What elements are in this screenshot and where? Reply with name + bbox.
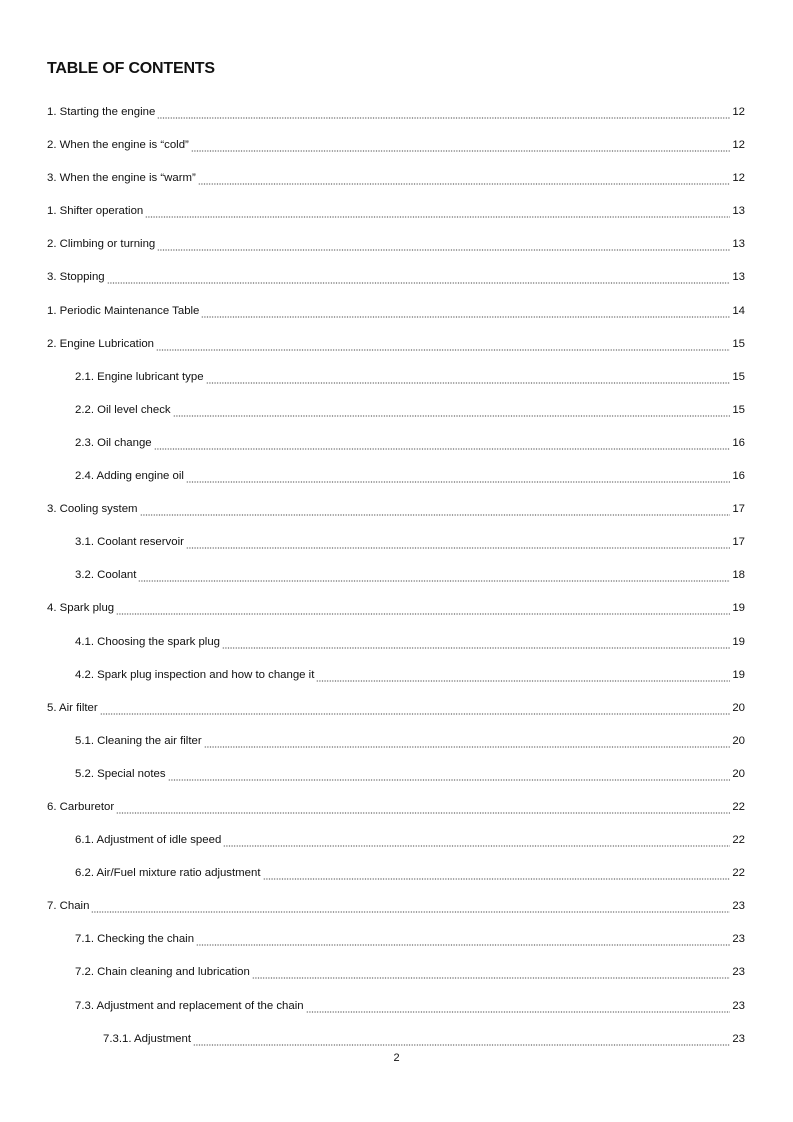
toc-entry-link[interactable] bbox=[47, 201, 745, 221]
toc-dot-leader bbox=[201, 301, 730, 321]
toc-entry bbox=[0, 830, 793, 863]
toc-dot-leader bbox=[198, 168, 731, 188]
toc-dot-leader bbox=[157, 234, 730, 254]
toc-entry-page: 23 bbox=[732, 1032, 745, 1045]
toc-entry-page: 20 bbox=[732, 734, 745, 747]
toc-entry bbox=[0, 334, 793, 367]
toc-entry-page: 23 bbox=[732, 900, 745, 913]
toc-dot-leader bbox=[306, 996, 731, 1016]
toc-entry-page: 14 bbox=[732, 304, 745, 317]
toc-entry-label: 1. Periodic Maintenance Table bbox=[47, 304, 200, 317]
toc-entry-link[interactable] bbox=[75, 731, 745, 751]
toc-entry-label: 7.3. Adjustment and replacement of the chain bbox=[75, 999, 304, 1012]
toc-entry-link[interactable] bbox=[47, 267, 745, 287]
toc-entry-link[interactable] bbox=[75, 433, 745, 453]
toc-entry bbox=[0, 731, 793, 764]
toc-dot-leader bbox=[204, 731, 731, 751]
toc-entry-page: 18 bbox=[732, 569, 745, 582]
toc-dot-leader bbox=[154, 433, 731, 453]
toc-entry-link[interactable] bbox=[47, 598, 745, 618]
toc-entry bbox=[0, 433, 793, 466]
toc-entry-link[interactable] bbox=[47, 698, 745, 718]
toc-entry-label: 6. Carburetor bbox=[47, 800, 115, 813]
toc-entry-link[interactable] bbox=[47, 334, 745, 354]
toc-entry-link[interactable] bbox=[75, 962, 745, 982]
toc-dot-leader bbox=[263, 863, 731, 883]
toc-entry-link[interactable] bbox=[75, 764, 745, 784]
toc-entry-link[interactable] bbox=[75, 632, 745, 652]
toc-entry-link[interactable] bbox=[75, 466, 745, 486]
toc-entry bbox=[0, 466, 793, 499]
toc-entry-label: 5.2. Special notes bbox=[75, 767, 166, 780]
toc-entry-label: 3.2. Coolant bbox=[75, 569, 137, 582]
toc-entry bbox=[0, 863, 793, 896]
toc-entry-label: 4.1. Choosing the spark plug bbox=[75, 635, 221, 648]
toc-entry-label: 6.2. Air/Fuel mixture ratio adjustment bbox=[75, 867, 261, 880]
toc-entry-link[interactable] bbox=[47, 499, 745, 519]
toc-dot-leader bbox=[100, 698, 731, 718]
toc-entry-page: 12 bbox=[732, 139, 745, 152]
toc-entry-label: 4. Spark plug bbox=[47, 602, 115, 615]
toc-entry-label: 5.1. Cleaning the air filter bbox=[75, 734, 202, 747]
toc-entry-label: 7. Chain bbox=[47, 900, 90, 913]
toc-dot-leader bbox=[206, 367, 731, 387]
toc-entry bbox=[0, 532, 793, 565]
toc-entry-label: 2. When the engine is “cold” bbox=[47, 139, 189, 152]
toc-entry-label: 4.2. Spark plug inspection and how to change it bbox=[75, 668, 315, 681]
toc-entry-label: 7.2. Chain cleaning and lubrication bbox=[75, 966, 250, 979]
toc-dot-leader bbox=[107, 267, 731, 287]
toc-entry-label: 7.3.1. Adjustment bbox=[103, 1032, 192, 1045]
toc-entry bbox=[0, 698, 793, 731]
toc-entry-page: 23 bbox=[732, 966, 745, 979]
toc-entry-label: 3. Stopping bbox=[47, 271, 105, 284]
toc-entry-page: 13 bbox=[732, 271, 745, 284]
toc-entry-link[interactable] bbox=[47, 168, 745, 188]
toc-entry-page: 17 bbox=[732, 503, 745, 516]
toc-entry bbox=[0, 301, 793, 334]
toc-entry-page: 19 bbox=[732, 668, 745, 681]
toc-dot-leader bbox=[196, 929, 730, 949]
toc-entry bbox=[0, 565, 793, 598]
toc-entry bbox=[0, 102, 793, 135]
page-number: 2 bbox=[393, 1052, 400, 1064]
toc-entry-label: 3. Cooling system bbox=[47, 503, 138, 516]
toc-list bbox=[0, 102, 793, 1062]
toc-dot-leader bbox=[193, 1029, 730, 1049]
toc-dot-leader bbox=[168, 764, 731, 784]
toc-entry bbox=[0, 665, 793, 698]
toc-entry-link[interactable] bbox=[75, 367, 745, 387]
toc-dot-leader bbox=[116, 797, 730, 817]
toc-entry-page: 15 bbox=[732, 370, 745, 383]
toc-dot-leader bbox=[91, 896, 730, 916]
toc-entry-page: 22 bbox=[732, 867, 745, 880]
toc-entry-page: 22 bbox=[732, 834, 745, 847]
toc-entry-page: 16 bbox=[732, 436, 745, 449]
toc-dot-leader bbox=[223, 830, 730, 850]
toc-dot-leader bbox=[316, 665, 730, 685]
toc-entry-label: 2.3. Oil change bbox=[75, 436, 152, 449]
toc-dot-leader bbox=[145, 201, 730, 221]
toc-entry-link[interactable] bbox=[75, 996, 745, 1016]
toc-dot-leader bbox=[156, 334, 730, 354]
toc-entry-link[interactable] bbox=[75, 532, 745, 552]
toc-entry bbox=[0, 797, 793, 830]
toc-entry bbox=[0, 764, 793, 797]
toc-entry-link[interactable] bbox=[75, 665, 745, 685]
toc-entry-page: 22 bbox=[732, 800, 745, 813]
toc-dot-leader bbox=[222, 632, 730, 652]
toc-entry-page: 17 bbox=[732, 536, 745, 549]
toc-entry bbox=[0, 201, 793, 234]
toc-entry bbox=[0, 367, 793, 400]
toc-entry-link[interactable] bbox=[75, 400, 745, 420]
toc-entry bbox=[0, 135, 793, 168]
toc-entry-page: 13 bbox=[732, 238, 745, 251]
toc-entry-label: 2.2. Oil level check bbox=[75, 403, 171, 416]
toc-entry-label: 3. When the engine is “warm” bbox=[47, 172, 196, 185]
toc-entry-label: 2.4. Adding engine oil bbox=[75, 470, 184, 483]
toc-entry-link[interactable] bbox=[103, 1029, 745, 1049]
toc-entry bbox=[0, 499, 793, 532]
toc-entry-link[interactable] bbox=[75, 863, 745, 883]
toc-dot-leader bbox=[191, 135, 731, 155]
toc-entry-link[interactable] bbox=[47, 797, 745, 817]
toc-entry-label: 2. Climbing or turning bbox=[47, 238, 156, 251]
toc-entry-link[interactable] bbox=[47, 896, 745, 916]
toc-entry-link[interactable] bbox=[47, 102, 745, 122]
toc-entry-label: 5. Air filter bbox=[47, 701, 98, 714]
toc-entry-page: 15 bbox=[732, 337, 745, 350]
toc-entry-page: 19 bbox=[732, 635, 745, 648]
toc-entry bbox=[0, 234, 793, 267]
toc-entry bbox=[0, 168, 793, 201]
toc-entry-page: 23 bbox=[732, 999, 745, 1012]
toc-entry bbox=[0, 400, 793, 433]
toc-dot-leader bbox=[252, 962, 731, 982]
toc-entry-label: 2.1. Engine lubricant type bbox=[75, 370, 204, 383]
toc-entry-link[interactable] bbox=[47, 301, 745, 321]
toc-dot-leader bbox=[116, 598, 730, 618]
toc-entry-label: 6.1. Adjustment of idle speed bbox=[75, 834, 222, 847]
toc-entry-label: 7.1. Checking the chain bbox=[75, 933, 195, 946]
toc-entry-page: 19 bbox=[732, 602, 745, 615]
toc-entry-label: 2. Engine Lubrication bbox=[47, 337, 155, 350]
toc-entry bbox=[0, 598, 793, 631]
toc-entry-link[interactable] bbox=[75, 830, 745, 850]
toc-entry bbox=[0, 996, 793, 1029]
toc-entry-page: 20 bbox=[732, 767, 745, 780]
toc-entry-label: 3.1. Coolant reservoir bbox=[75, 536, 184, 549]
toc-entry-link[interactable] bbox=[47, 135, 745, 155]
toc-title: TABLE OF CONTENTS bbox=[47, 60, 215, 77]
toc-dot-leader bbox=[186, 532, 730, 552]
toc-entry-label: 1. Starting the engine bbox=[47, 106, 156, 118]
toc-entry-link[interactable] bbox=[75, 929, 745, 949]
toc-entry bbox=[0, 962, 793, 995]
toc-entry-link[interactable] bbox=[47, 234, 745, 254]
toc-dot-leader bbox=[157, 102, 730, 122]
toc-entry-label: 1. Shifter operation bbox=[47, 205, 144, 218]
toc-entry bbox=[0, 267, 793, 300]
toc-dot-leader bbox=[140, 499, 731, 519]
toc-entry-page: 16 bbox=[732, 470, 745, 483]
toc-entry-page: 13 bbox=[732, 205, 745, 218]
toc-dot-leader bbox=[186, 466, 730, 486]
toc-entry-page: 12 bbox=[732, 106, 745, 118]
toc-entry-page: 23 bbox=[732, 933, 745, 946]
toc-entry-link[interactable] bbox=[75, 565, 745, 585]
toc-dot-leader bbox=[138, 565, 730, 585]
toc-entry bbox=[0, 929, 793, 962]
toc-entry-page: 15 bbox=[732, 403, 745, 416]
toc-entry bbox=[0, 632, 793, 665]
toc-entry bbox=[0, 896, 793, 929]
toc-entry-page: 20 bbox=[732, 701, 745, 714]
toc-entry-page: 12 bbox=[732, 172, 745, 185]
toc-dot-leader bbox=[173, 400, 731, 420]
